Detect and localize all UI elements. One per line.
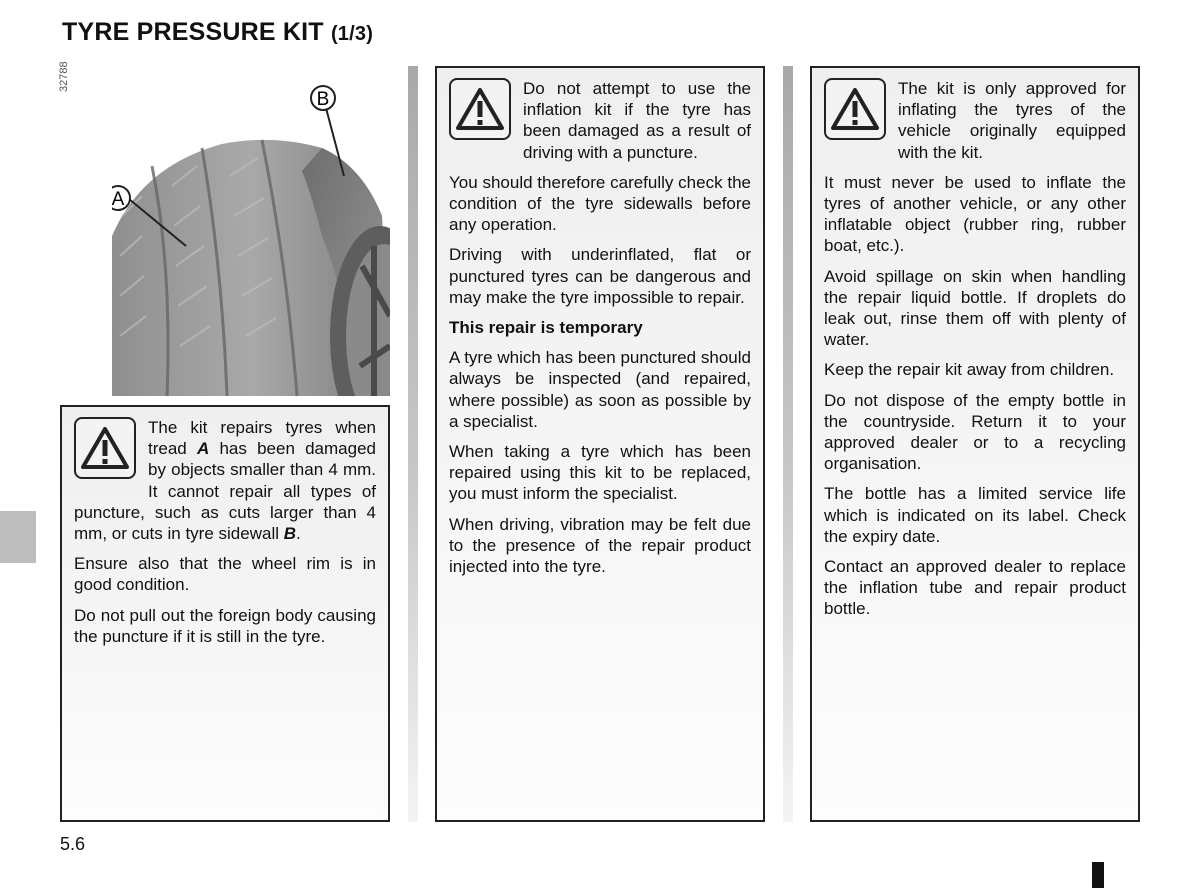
- disposal-text: Do not dispose of the empty bottle in the countryside. Return it to your approved dealer or to a recycling organisation.: [824, 390, 1126, 474]
- inform-specialist-text: When taking a tyre which has been repaired using this kit to be replaced, you must inform the specialist.: [449, 442, 751, 504]
- column-separator: [408, 66, 418, 822]
- warning-box-kit: [810, 66, 1140, 822]
- callout-b-label: B: [316, 89, 330, 110]
- chapter-tab: [0, 511, 36, 563]
- other-vehicle-text: It must never be used to inflate the tyres of another vehicle, or any other inflatable object (rubber ring, rubber boat, etc.).: [824, 172, 1126, 256]
- sidewall-check-text: You should therefore carefully check the condition of the tyre sidewalls before any operation.: [449, 172, 751, 235]
- warning-text: The kit is only approved for inflating the tyres of the vehicle originally equipped with the kit.: [898, 79, 1126, 162]
- rim-condition-text: Ensure also that the wheel rim is in good condition.: [74, 554, 376, 595]
- warning-text: The kit repairs tyres when tread A has been damaged by objects smaller than 4 mm. It cannot repair all types of puncture, such as cuts larger than 4 mm, or cuts in tyre sidewall B.: [74, 418, 376, 544]
- warning-triangle-icon: [74, 417, 136, 479]
- underinflated-text: Driving with underinflated, flat or punctured tyres can be dangerous and may make the tyre impossible to repair.: [449, 245, 751, 307]
- temporary-repair-heading: This repair is temporary: [449, 318, 643, 338]
- tyre-illustration: [112, 66, 390, 396]
- vibration-text: When driving, vibration may be felt due to the presence of the repair product injected into the tyre.: [449, 514, 751, 577]
- warning-triangle-icon: [449, 78, 511, 140]
- callout-a-label: A: [112, 189, 125, 210]
- service-life-text: The bottle has a limited service life which is indicated on its label. Check the expiry date.: [824, 484, 1126, 546]
- page-number: 5.6: [60, 834, 86, 854]
- title-part: (1/3): [330, 23, 374, 45]
- foreign-body-text: Do not pull out the foreign body causing the puncture if it is still in the tyre.: [74, 605, 376, 646]
- page-title: [62, 18, 373, 47]
- spillage-text: Avoid spillage on skin when handling the repair liquid bottle. If droplets do leak out, rinse them off with plenty of water.: [824, 266, 1126, 350]
- warning-box-usage: [435, 66, 765, 822]
- column-separator: [783, 66, 793, 822]
- warning-triangle-icon: [824, 78, 886, 140]
- children-text: Keep the repair kit away from children.: [824, 360, 1115, 380]
- replace-parts-text: Contact an approved dealer to replace the inflation tube and repair product bottle.: [824, 557, 1126, 619]
- warning-box-tread: [60, 405, 390, 822]
- figure-id: 32788: [58, 61, 70, 92]
- title-text: TYRE PRESSURE KIT: [62, 18, 324, 46]
- page-edge-mark: [1092, 862, 1104, 888]
- warning-text: Do not attempt to use the inflation kit if the tyre has been damaged as a result of driving with a puncture.: [523, 79, 751, 162]
- tyre-drawing: [112, 66, 390, 396]
- inspection-text: A tyre which has been punctured should always be inspected (and repaired, where possible) as soon as possible by a specialist.: [449, 348, 751, 431]
